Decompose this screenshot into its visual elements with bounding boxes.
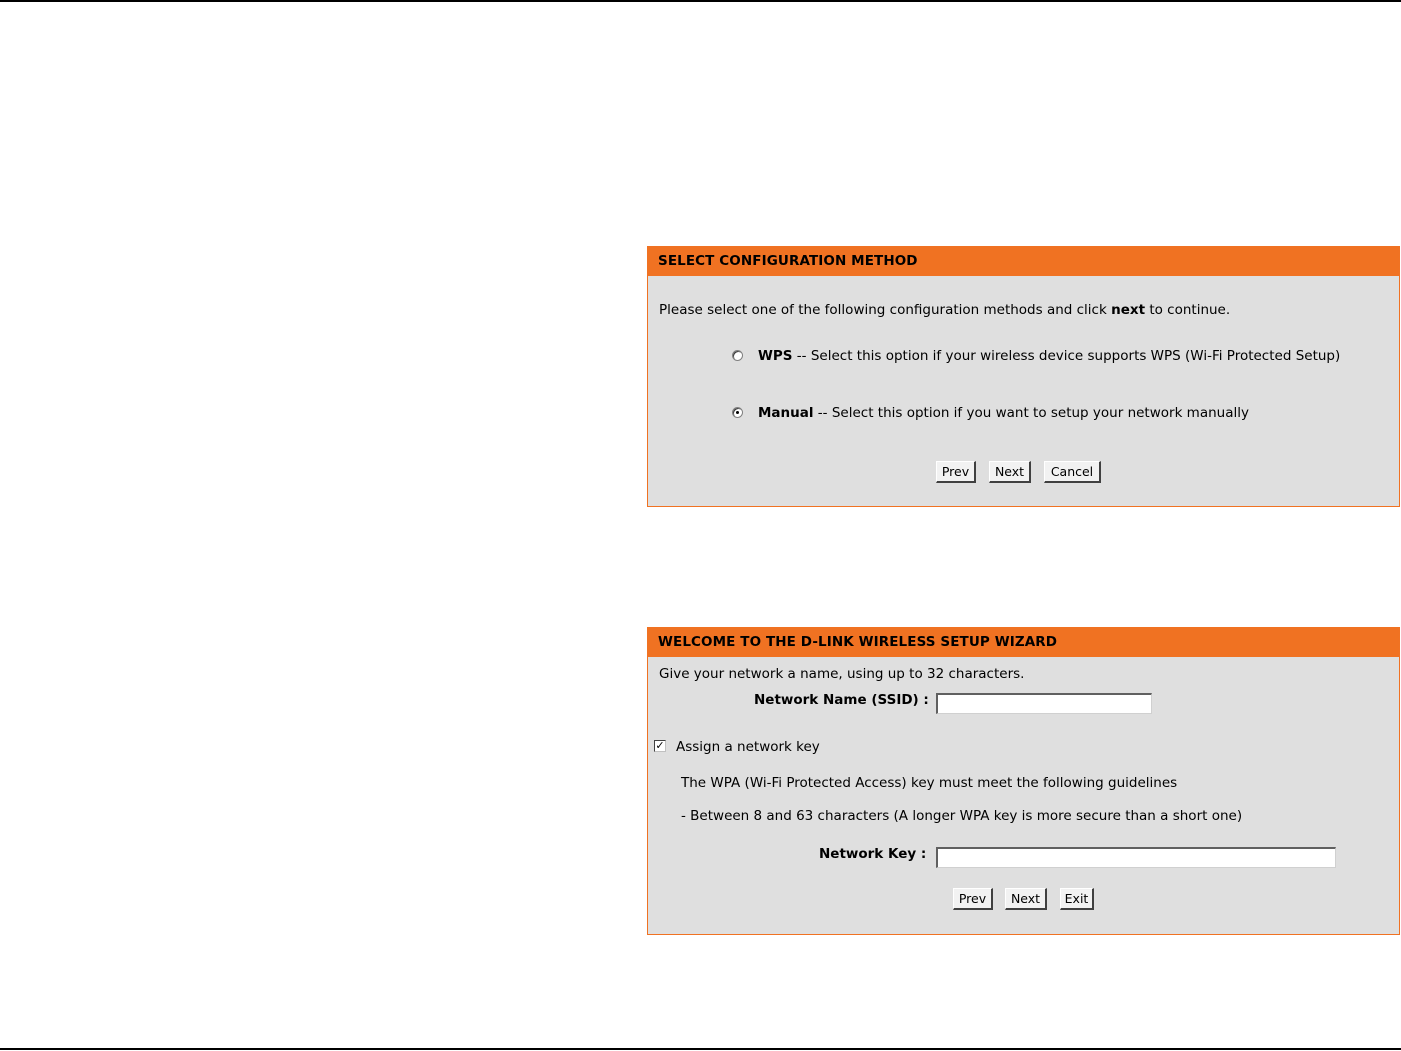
config-method-panel	[647, 246, 1400, 507]
manual-option-description: -- Select this option if you want to setup your network manually	[813, 405, 1249, 421]
wps-option-description: -- Select this option if your wireless device supports WPS (Wi-Fi Protected Setup)	[792, 348, 1341, 364]
manual-radio[interactable]	[732, 407, 743, 418]
wizard-panel	[647, 627, 1400, 935]
wps-option-text	[758, 348, 1340, 364]
network-key-label: Network Key :	[819, 846, 927, 862]
wpa-length-rule-text: - Between 8 and 63 characters (A longer WPA key is more secure than a short one)	[681, 808, 1243, 824]
top-rule	[0, 0, 1401, 2]
network-name-hint: Give your network a name, using up to 32 characters.	[659, 666, 1025, 682]
wizard-next-button[interactable]: Next	[1005, 888, 1047, 910]
config-method-instruction: Please select one of the following configuration methods and click next to continue.	[659, 302, 1231, 318]
config-cancel-button[interactable]: Cancel	[1044, 461, 1101, 483]
config-next-button[interactable]: Next	[989, 461, 1031, 483]
assign-key-checkbox[interactable]: ✓	[655, 739, 665, 752]
manual-option-label: Manual	[758, 405, 814, 421]
assign-key-label: Assign a network key	[676, 739, 820, 755]
manual-option-text	[758, 405, 1249, 421]
radio-selected-dot	[736, 411, 739, 414]
wpa-guideline-text: The WPA (Wi-Fi Protected Access) key must meet the following guidelines	[681, 775, 1178, 791]
config-prev-button[interactable]: Prev	[936, 461, 976, 483]
ssid-input[interactable]	[936, 693, 1152, 714]
bottom-rule	[0, 1048, 1401, 1050]
wps-radio[interactable]	[732, 350, 743, 361]
config-method-header: SELECT CONFIGURATION METHOD	[647, 246, 1400, 276]
wizard-prev-button[interactable]: Prev	[953, 888, 993, 910]
wps-option-label: WPS	[758, 348, 793, 364]
wizard-exit-button[interactable]: Exit	[1060, 888, 1094, 910]
ssid-label: Network Name (SSID) :	[754, 692, 929, 708]
wizard-header: WELCOME TO THE D-LINK WIRELESS SETUP WIZARD	[647, 627, 1400, 657]
network-key-input[interactable]	[936, 847, 1336, 868]
